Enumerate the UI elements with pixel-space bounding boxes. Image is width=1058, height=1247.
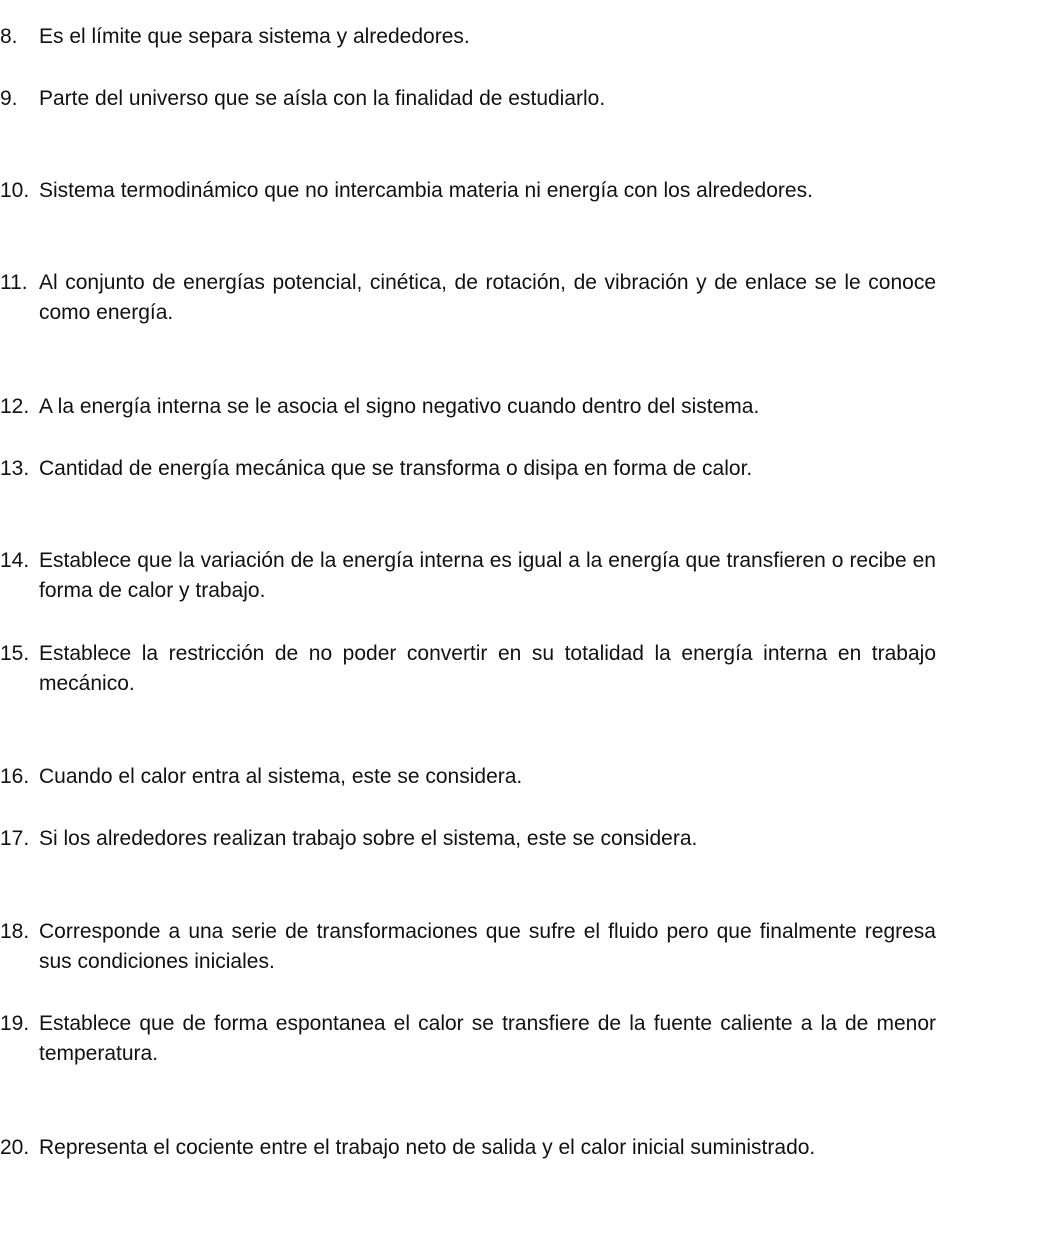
list-item <box>0 546 936 606</box>
item-number: 13. <box>0 457 30 480</box>
list-item <box>0 762 936 792</box>
item-number: 17. <box>0 827 30 850</box>
item-text: Cantidad de energía mecánica que se transforma o disipa en forma de calor. <box>39 457 753 480</box>
item-number: 19. <box>0 1012 30 1035</box>
item-text: A la energía interna se le asocia el signo negativo cuando dentro del sistema. <box>39 395 760 418</box>
item-text: Al conjunto de energías potencial, cinética, de rotación, de vibración y de enlace se le conoce como energía. <box>39 271 936 324</box>
item-text: Sistema termodinámico que no intercambia materia ni energía con los alrededores. <box>39 179 813 202</box>
item-number: 9. <box>0 87 18 110</box>
item-number: 8. <box>0 25 18 48</box>
item-text: Cuando el calor entra al sistema, este se considera. <box>39 765 523 788</box>
list-item <box>0 454 936 484</box>
list-item <box>0 917 936 977</box>
item-number: 11. <box>0 271 28 294</box>
list-item <box>0 268 936 328</box>
item-text: Representa el cociente entre el trabajo neto de salida y el calor inicial suministrado. <box>39 1136 816 1159</box>
item-text: Establece que de forma espontanea el calor se transfiere de la fuente caliente a la de menor temperatura. <box>39 1012 936 1065</box>
item-text: Si los alrededores realizan trabajo sobre el sistema, este se considera. <box>39 827 698 850</box>
list-item <box>0 22 936 52</box>
item-number: 14. <box>0 549 30 572</box>
item-number: 10. <box>0 179 30 202</box>
item-number: 16. <box>0 765 30 788</box>
item-text: Parte del universo que se aísla con la finalidad de estudiarlo. <box>39 87 606 110</box>
list-item <box>0 176 936 206</box>
item-number: 20. <box>0 1136 30 1159</box>
item-number: 15. <box>0 642 30 665</box>
item-number: 12. <box>0 395 30 418</box>
list-item <box>0 824 936 854</box>
item-number: 18. <box>0 920 30 943</box>
item-text: Es el límite que separa sistema y alrededores. <box>39 25 470 48</box>
item-text: Establece la restricción de no poder convertir en su totalidad la energía interna en trabajo mecánico. <box>39 642 936 695</box>
list-item <box>0 392 936 422</box>
item-text: Corresponde a una serie de transformaciones que sufre el fluido pero que finalmente regresa sus condiciones iniciales. <box>39 920 936 973</box>
list-item <box>0 84 936 114</box>
list-item <box>0 1009 936 1069</box>
list-item <box>0 1133 936 1163</box>
item-text: Establece que la variación de la energía interna es igual a la energía que transfieren o recibe en forma de calor y trabajo. <box>39 549 936 602</box>
list-item <box>0 639 936 699</box>
